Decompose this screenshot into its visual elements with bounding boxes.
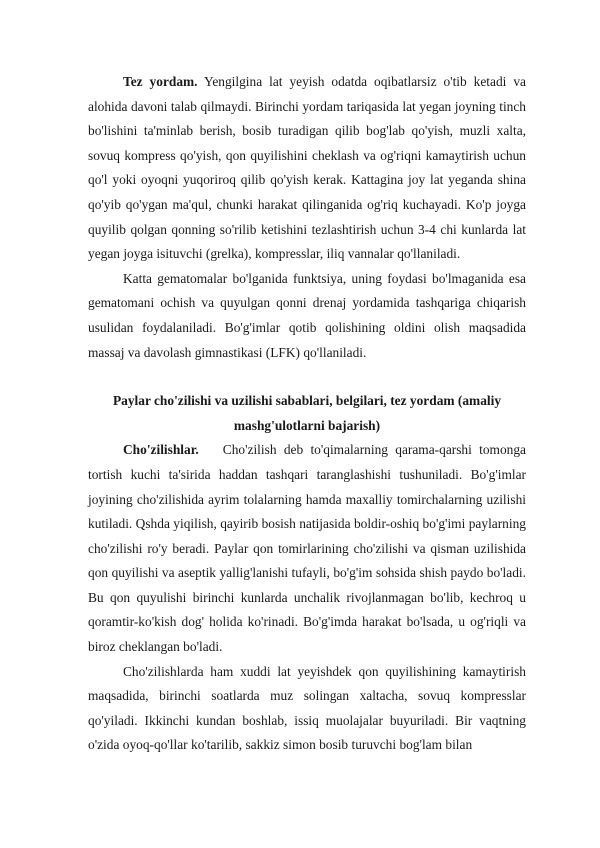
paragraph-sprains: [88, 438, 526, 659]
document-body: [88, 70, 526, 758]
section-heading: Paylar cho'zilishi va uzilishi sabablari, belgilari, tez yordam (amaliy mashg'ulotlarni bajarish): [112, 393, 502, 433]
paragraph-text-sprains: Cho'zilish deb to'qimalarning qarama-qarshi tomonga tortish kuchi ta'sirida haddan tashqari taranglashishi tushuniladi. Bo'g'imlar joyining cho'zilishida ayrim tolalarning hamda maxalliy tomirchalarning uzilishi kutiladi. Qshda yiqilish, qayirib bosish natijasida boldir-oshiq bo'g'imi paylarning cho'zilishi ro'y beradi. Paylar qon tomirlarining cho'zilishi va qisman uzilishida qon quyilishi va aseptik yallig'lanishi tufayli, bo'g'im sohsida shish paydo bo'ladi. Bu qon quyulishi birinchi kunlarda unchalik rivojlanmagan bo'lib, kechroq u qoramtir-ko'kish dog' holida ko'rinadi. Bo'g'imda harakat bo'lsada, u og'riqli va biroz cheklangan bo'ladi.: [88, 442, 526, 655]
paragraph-lead-sprains: Cho'zilishlar.: [123, 442, 199, 458]
paragraph-hematoma: Katta gematomalar bo'lganida funktsiya, uning foydasi bo'lmaganida esa gematomani ochish va quyulgan qonni drenaj yordamida tashqariga chiqarish usulidan foydalaniladi. Bo'g'imlar qotib qolishining oldini olish maqsadida massaj va davolash gimnastikasi (LFK) qo'llaniladi.: [88, 270, 526, 360]
paragraph-sprain-treatment: Cho'zilishlarda ham xuddi lat yeyishdek qon quyilishining kamaytirish maqsadida, birinchi soatlarda muz solingan xaltacha, sovuq kompresslar qo'yiladi. Ikkinchi kundan boshlab, issiq muolajalar buyuriladi. Bir vaqtning o'zida oyoq-qo'llar ko'tarilib, sakkiz simon bosib turuvchi bog'lam bilan: [88, 663, 526, 753]
paragraph-lead-first-aid: Tez yordam.: [123, 74, 198, 89]
paragraph-first-aid: [88, 70, 526, 267]
paragraph-text-first-aid: Yengilgina lat yeyish odatda oqibatlarsiz o'tib ketadi va alohida davoni talab qilmaydi. Birinchi yordam tariqasida lat yegan joyning tinch bo'lishini ta'minlab berish, bosib turadigan qilib bog'lab qo'yish, muzli xalta, sovuq kompress qo'yish, qon quyilishini cheklash va og'riqni kamaytirish uchun qo'l yoki oyoqni yuqoriroq qilib qo'yish kerak. Kattagina joy lat yeganda shina qo'yib qo'ygan ma'qul, chunki harakat qilinganida og'riq kuchayadi. Ko'p joyga quyilib qolgan qonning so'rilib ketishini tezlashtirish uchun 3-4 chi kunlarda lat yegan joyga isituvchi (grelka), kompresslar, iliq vannalar qo'llaniladi.: [88, 74, 526, 262]
